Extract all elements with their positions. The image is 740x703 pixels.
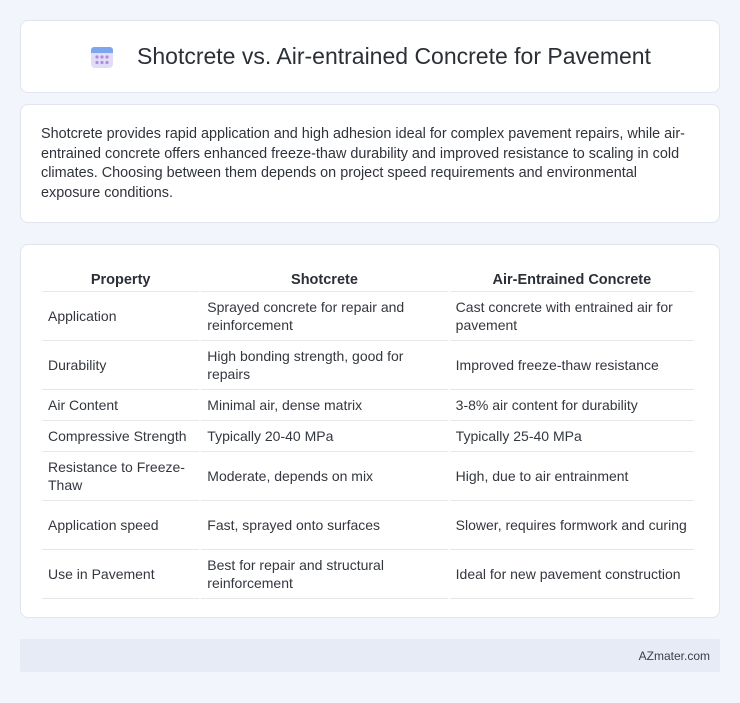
table-card xyxy=(20,244,720,618)
table-row xyxy=(42,550,694,599)
calendar-icon xyxy=(89,44,115,70)
shotcrete-cell: Fast, sprayed onto surfaces xyxy=(201,501,447,550)
header-air-entrained: Air-Entrained Concrete xyxy=(450,263,694,292)
property-cell: Durability xyxy=(42,341,199,390)
table-header-row xyxy=(42,263,694,292)
comparison-table xyxy=(40,263,696,599)
shotcrete-cell: Sprayed concrete for repair and reinforcement xyxy=(201,292,447,341)
shotcrete-cell: Typically 20-40 MPa xyxy=(201,421,447,452)
air-entrained-cell: High, due to air entrainment xyxy=(450,452,694,501)
property-cell: Application speed xyxy=(42,501,199,550)
air-entrained-cell: Improved freeze-thaw resistance xyxy=(450,341,694,390)
property-cell: Resistance to Freeze-Thaw xyxy=(42,452,199,501)
table-row xyxy=(42,452,694,501)
shotcrete-cell: Best for repair and structural reinforcement xyxy=(201,550,447,599)
header-property: Property xyxy=(42,263,199,292)
summary-text: Shotcrete provides rapid application and high adhesion ideal for complex pavement repairs, while air-entrained concrete offers enhanced freeze-thaw durability and improved resistance to scaling in cold climates. Choosing between them depends on project speed requirements and environmental exposure conditions. xyxy=(41,126,685,201)
air-entrained-cell: Typically 25-40 MPa xyxy=(450,421,694,452)
air-entrained-cell: Slower, requires formwork and curing xyxy=(450,501,694,550)
property-cell: Air Content xyxy=(42,390,199,421)
table-row xyxy=(42,421,694,452)
header-shotcrete: Shotcrete xyxy=(201,263,447,292)
summary-card xyxy=(20,104,720,223)
title-card xyxy=(20,20,720,93)
property-cell: Application xyxy=(42,292,199,341)
table-row xyxy=(42,501,694,550)
property-cell: Use in Pavement xyxy=(42,550,199,599)
table-row xyxy=(42,292,694,341)
shotcrete-cell: Minimal air, dense matrix xyxy=(201,390,447,421)
air-entrained-cell: 3-8% air content for durability xyxy=(450,390,694,421)
footer-brand: AZmater.com xyxy=(638,648,710,663)
air-entrained-cell: Ideal for new pavement construction xyxy=(450,550,694,599)
table-row xyxy=(42,341,694,390)
table-row xyxy=(42,390,694,421)
shotcrete-cell: High bonding strength, good for repairs xyxy=(201,341,447,390)
property-cell: Compressive Strength xyxy=(42,421,199,452)
page-title: Shotcrete vs. Air-entrained Concrete for Pavement xyxy=(137,43,651,69)
footer xyxy=(20,639,720,672)
air-entrained-cell: Cast concrete with entrained air for pavement xyxy=(450,292,694,341)
shotcrete-cell: Moderate, depends on mix xyxy=(201,452,447,501)
